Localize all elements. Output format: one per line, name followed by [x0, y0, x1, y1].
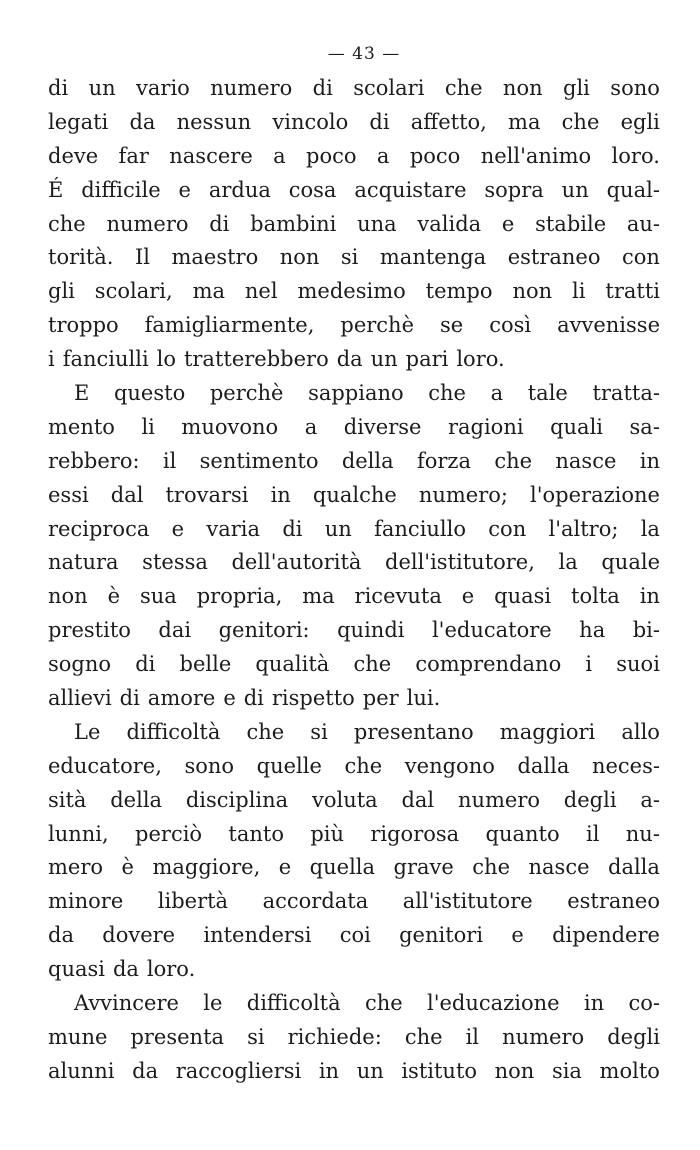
text-line: legati da nessun vincolo di affetto, ma che egli: [48, 109, 660, 134]
text-line: mune presenta si richiede: che il numero degli: [48, 1024, 660, 1049]
text-line: lunni, perciò tanto più rigorosa quanto il nu-: [48, 821, 660, 846]
page-number: — 43 —: [327, 44, 401, 64]
text-line: alunni da raccogliersi in un istituto non sia molto: [48, 1058, 660, 1083]
text-line: torità. Il maestro non si mantenga estraneo con: [48, 245, 660, 270]
text-line: quasi da loro.: [48, 957, 196, 982]
text-line: che numero di bambini una valida e stabile au-: [48, 211, 660, 236]
text-line: troppo famigliarmente, perchè se così avvenisse: [48, 313, 660, 338]
paragraph: [48, 716, 660, 987]
text-line: prestito dai genitori: quindi l'educatore ha bi-: [48, 618, 660, 643]
text-line: sità della disciplina voluta dal numero degli a-: [48, 787, 660, 812]
book-page: [48, 36, 660, 1089]
text-line: da dovere intendersi coi genitori e dipendere: [48, 923, 660, 948]
text-line: Avvincere le difficoltà che l'educazione in co-: [74, 991, 660, 1016]
text-line: sogno di belle qualità che comprendano i suoi: [48, 652, 660, 677]
paragraph: [48, 987, 660, 1089]
text-line: essi dal trovarsi in qualche numero; l'operazione: [48, 482, 660, 507]
text-line: deve far nascere a poco a poco nell'animo loro.: [48, 143, 660, 168]
text-line: rebbero: il sentimento della forza che nasce in: [48, 448, 660, 473]
text-line: non è sua propria, ma ricevuta e quasi tolta in: [48, 584, 660, 609]
text-line: i fanciulli lo tratterebbero da un pari loro.: [48, 347, 505, 372]
paragraph: [48, 72, 660, 377]
text-line: allievi di amore e di rispetto per lui.: [48, 686, 441, 711]
text-line: mero è maggiore, e quella grave che nasce dalla: [48, 855, 660, 880]
text-line: gli scolari, ma nel medesimo tempo non li tratti: [48, 279, 660, 304]
text-line: Le difficoltà che si presentano maggiori allo: [74, 719, 660, 744]
text-line: educatore, sono quelle che vengono dalla neces-: [48, 753, 660, 778]
text-line: E questo perchè sappiano che a tale tratta-: [74, 381, 660, 406]
text-line: natura stessa dell'autorità dell'istitutore, la quale: [48, 550, 660, 575]
body-text: [48, 72, 660, 1089]
text-line: di un vario numero di scolari che non gli sono: [48, 76, 660, 100]
text-line: minore libertà accordata all'istitutore estraneo: [48, 889, 660, 914]
text-line: É difficile e ardua cosa acquistare sopra un qual-: [48, 177, 660, 202]
text-line: mento li muovono a diverse ragioni quali sa-: [48, 414, 660, 439]
paragraph: [48, 377, 660, 716]
text-line: reciproca e varia di un fanciullo con l'altro; la: [48, 516, 660, 541]
